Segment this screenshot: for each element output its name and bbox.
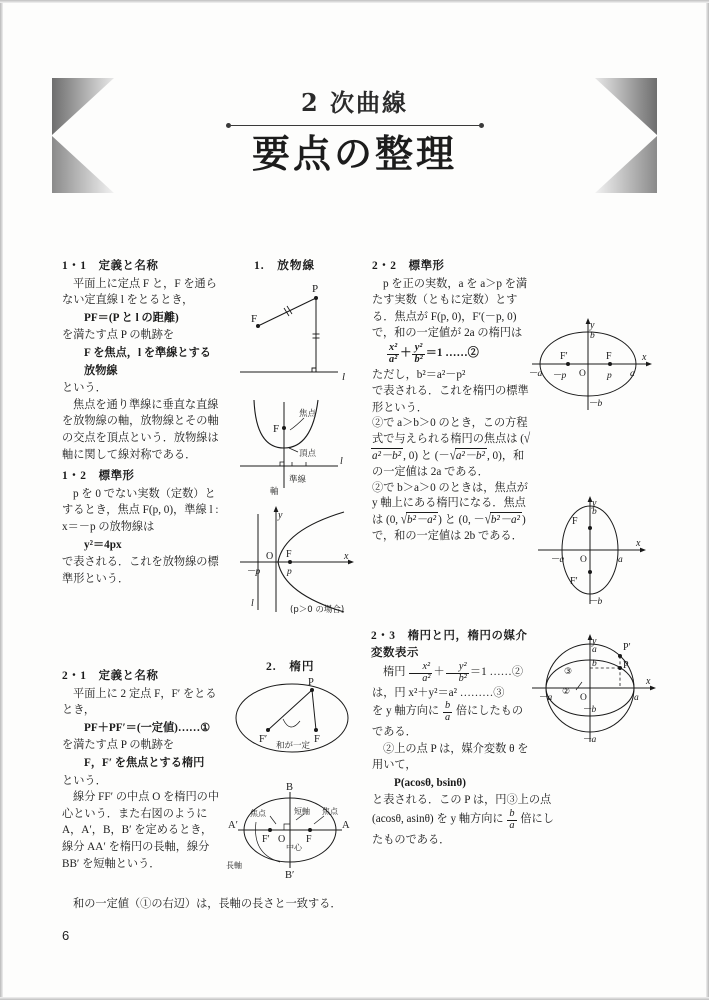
svg-text:b: b [590, 331, 595, 341]
figure-parabola-parts [226, 396, 354, 496]
right-text-column [372, 258, 532, 545]
svg-text:B: B [286, 782, 294, 793]
svg-text:x: x [344, 551, 349, 562]
svg-text:O: O [580, 693, 587, 703]
svg-text:－a: －a [528, 369, 543, 379]
paragraph-2-2-e-part1: ②で b＞a＞0 のときは，焦点が y 軸上にある楕円になる．焦点は (0, [372, 481, 528, 527]
formula-2-1-sum: PF＋PF′＝(一定値)……① [84, 721, 211, 734]
page-title-main: 要点の整理 [251, 131, 457, 177]
svg-text:F′: F′ [262, 834, 270, 845]
svg-text:y: y [278, 510, 283, 521]
heading-2-3: 2・3 楕円と円，楕円の媒介変数表示 [371, 630, 528, 659]
paragraph-2-1-d: 線分 FF′ の中点 O を楕円の中心という．また右図のように A，A′，B，B′ を定めるとき，線分 AA′ を楕円の長軸，線分 BB′ を短軸という． [62, 791, 220, 870]
paragraph-2-1-a: 平面上に 2 定点 F，F′ をとるとき， [62, 687, 217, 717]
svg-text:P: P [308, 677, 314, 688]
svg-text:a: a [630, 369, 635, 379]
paragraph-2-3-a-pre: 楕円 [383, 666, 409, 679]
svg-text:中心: 中心 [286, 843, 302, 852]
svg-text:準線: 準線 [289, 475, 307, 485]
paragraph-2-3-c-post: 倍にしたものである． [372, 705, 524, 738]
svg-text:頂点: 頂点 [299, 449, 317, 459]
svg-text:A: A [342, 820, 350, 831]
fraction-x-over-a: $\frac{\text{x²}}{\text{a²}}$ [389, 341, 398, 365]
svg-text:焦点: 焦点 [250, 809, 266, 818]
svg-text:a: a [618, 555, 623, 565]
svg-text:－b: －b [582, 705, 597, 715]
svg-text:l: l [342, 371, 346, 383]
svg-text:b: b [592, 507, 597, 517]
paragraph-2-1-b: を満たす点 P の軌跡を [62, 739, 175, 752]
paragraph-2-3-e-post: 倍にしたものである． [372, 813, 554, 846]
right-text-column-lower [371, 628, 554, 848]
paragraph-1-1-a: 平面上に定点 F と，F を通らない定直線 l をとるとき， [62, 277, 217, 307]
radicand-b2-minus-a2-2: b²－a² [490, 512, 522, 529]
svg-text:O: O [579, 369, 586, 379]
paragraph-2-2-d-part3: , 0)，和の一定値は 2a である． [372, 449, 525, 478]
svg-text:－b: －b [588, 399, 603, 409]
paragraph-1-2-b: で表される．これを放物線の標準形という． [62, 556, 219, 585]
radicand-a2-minus-b2-1: a²－b² [371, 448, 403, 465]
svg-text:軸: 軸 [270, 487, 279, 496]
heading-2-1: 2・1 定義と名称 [62, 670, 159, 682]
paragraph-1-1-d: 焦点を通り準線に垂直な直線を放物線の軸，放物線とその軸の交点を頂点という．放物線は軸に関して線対称である． [62, 398, 219, 461]
svg-text:x: x [636, 538, 641, 549]
heading-2-2: 2・2 標準形 [372, 260, 445, 272]
svg-text:p: p [607, 371, 612, 381]
svg-text:－a: －a [538, 693, 553, 703]
paragraph-2-3-a-tail: ＝1 ……② [469, 666, 524, 679]
paragraph-2-3-e [372, 792, 558, 848]
svg-text:F: F [314, 734, 320, 745]
svg-text:②: ② [562, 687, 571, 697]
figure-ellipse-parts [226, 776, 360, 882]
paragraph-2-2-b: ただし，b²＝a²－p² [372, 368, 466, 381]
formula-2-2-ellipse-standard: $\frac{\text{x²}}{\text{a²}}$ ＋ $\frac{\text{y²}}{\text{b²}}$ ＝1 ……② [389, 341, 479, 365]
svg-text:F′: F′ [259, 734, 268, 745]
svg-text:y: y [592, 498, 597, 509]
svg-text:－p: －p [246, 567, 261, 577]
svg-text:x: x [642, 352, 647, 363]
fraction-y-over-b-2: $\frac{\text{y²}}{\text{b²}}$ [446, 662, 469, 685]
page-title-small: 2 次曲線 [300, 88, 409, 117]
svg-text:③: ③ [564, 667, 573, 677]
svg-text:焦点: 焦点 [322, 807, 338, 816]
fraction-y-over-b: $\frac{\text{y²}}{\text{b²}}$ [414, 341, 423, 365]
header-banner [52, 78, 657, 193]
svg-text:l: l [251, 598, 254, 609]
svg-text:P: P [623, 660, 629, 671]
figure-parabola-standard-form [226, 500, 362, 616]
figure-ellipse-and-circle [524, 630, 664, 746]
svg-text:x: x [646, 676, 651, 687]
svg-text:b: b [592, 659, 597, 669]
svg-text:A′: A′ [228, 820, 238, 831]
page-edge-top [0, 0, 709, 3]
title-divider-rule [226, 121, 484, 131]
formula-2-3-param: P(acosθ, bsinθ) [394, 776, 466, 789]
svg-text:y: y [592, 636, 597, 647]
heading-1-1: 1・1 定義と名称 [62, 260, 159, 272]
svg-text:短軸: 短軸 [294, 807, 310, 816]
page-edge-left [0, 0, 3, 1000]
svg-text:F′: F′ [570, 576, 578, 587]
svg-text:p: p [287, 567, 292, 577]
paragraph-1-1-b: を満たす点 P の軌跡を [62, 329, 175, 342]
svg-text:F: F [306, 834, 312, 845]
svg-text:－a: －a [550, 555, 565, 565]
svg-text:－p: －p [552, 371, 567, 381]
svg-text:F: F [572, 516, 578, 527]
paragraph-2-3-c-pre: を y 軸方向に [372, 705, 442, 718]
svg-text:P: P [312, 283, 319, 295]
paragraph-2-2-a: p を正の実数，a を a＞p を満たす実数（ともに定数）とする．焦点が F(p, 0)，F′(－p, 0) で，和の一定値が 2a の楕円は [372, 277, 528, 340]
paragraph-2-2-d: ②で a＞b＞0 のとき，この方程式で与えられる楕円の焦点は (√a²－b² , 0) と (－√a²－b² , 0)，和の一定値は 2a である． [372, 417, 531, 478]
svg-text:P′: P′ [623, 642, 631, 653]
section-heading-parabola: 1. 放物線 [254, 259, 316, 272]
figure-ellipse-foci-y-axis [530, 492, 652, 610]
section-heading-ellipse: 2. 楕円 [266, 660, 315, 673]
paragraph-2-3-e-pre: と表される．この P は，円③上の点 (acosθ, asinθ) を y 軸方向に [372, 794, 552, 826]
paragraph-1-1-c: という． [62, 382, 107, 395]
paragraph-2-3-c [372, 701, 532, 740]
svg-text:－b: －b [588, 597, 603, 607]
figure-ellipse-foci-x-axis [524, 312, 660, 416]
paragraph-2-2-c: で表される．これを楕円の標準形という． [372, 385, 529, 414]
left-text-column-lower [62, 668, 222, 872]
figure-ellipse-definition [228, 672, 358, 762]
svg-text:a: a [592, 645, 597, 655]
svg-text:焦点: 焦点 [299, 409, 317, 419]
fraction-b-over-a-1: $\frac{b}{a}$ [444, 700, 451, 724]
svg-text:和が一定: 和が一定 [276, 741, 311, 751]
paragraph-1-2-a: p を 0 でない実数（定数）とするとき，焦点 F(p, 0)，準線 l : x＝－p の放物線は [62, 487, 219, 533]
svg-text:O: O [580, 555, 587, 565]
radicand-b2-minus-a2-1: b²－a² [406, 512, 438, 529]
svg-text:F: F [286, 549, 292, 560]
figure-parabola-definition [226, 276, 354, 388]
radicand-a2-minus-b2-2: a²－b² [455, 448, 487, 465]
svg-text:O: O [266, 551, 274, 562]
fraction-x-over-a-2: $\frac{\text{x²}}{\text{a²}}$ [409, 662, 432, 685]
fraction-b-over-a-2: $\frac{b}{a}$ [509, 807, 515, 831]
banner-titles [52, 78, 657, 176]
formula-1-2-standard: y²＝4px [84, 538, 122, 551]
heading-1-2: 1・2 標準形 [62, 470, 135, 483]
paragraph-2-1-c: という． [62, 774, 107, 787]
paragraph-2-2-d-part2: , 0) と (－ [403, 449, 450, 462]
closing-sentence: 和の一定値（①の右辺）は，長軸の長さと一致する． [73, 898, 342, 910]
svg-text:l: l [340, 456, 343, 467]
svg-text:a: a [634, 693, 639, 703]
formula-1-1-focus-directrix: F を焦点，l を準線とする [84, 346, 211, 359]
svg-text:O: O [278, 834, 286, 845]
svg-text:F: F [606, 351, 612, 362]
svg-text:y: y [590, 320, 595, 331]
paragraph-2-3-a: 楕円 $\frac{\text{x²}}{\text{a²}}$ ＋ $\frac{\text{y²}}{\text{b²}}$ ＝1 ……② [383, 661, 524, 684]
formula-1-1-parabola-word: 放物線 [84, 364, 118, 377]
left-text-column [62, 258, 222, 587]
svg-text:F′: F′ [560, 351, 568, 362]
svg-text:F: F [273, 423, 280, 435]
paragraph-2-3-b: は，円 x²＋y²＝a² ………③ [372, 686, 505, 699]
paragraph-2-3-d: ②上の点 P は，媒介変数 θ を用いて， [372, 742, 529, 772]
formula-2-1-ellipse-word: F，F′ を焦点とする楕円 [84, 756, 205, 769]
formula-2-2-tail: ＝1 ……② [425, 347, 479, 360]
page-number: 6 [62, 928, 70, 943]
paragraph-2-2-e: ②で b＞a＞0 のときは，焦点が y 軸上にある楕円になる．焦点は (0, √b²－a² ) と (0, －√b²－a² ) で，和の一定値は 2b である． [372, 481, 528, 542]
svg-text:B′: B′ [285, 870, 295, 881]
paragraph-2-2-d-part1: ②で a＞b＞0 のとき，この方程式で与えられる楕円の焦点は ( [372, 417, 528, 446]
formula-1-1-pf: PF＝(P と l の距離) [84, 311, 179, 324]
paragraph-2-2-e-part2: ) と (0, － [438, 514, 485, 527]
svg-text:－a: －a [582, 735, 597, 745]
paragraph-2-2-e-part3: ) で，和の一定値は 2b である． [372, 514, 526, 542]
svg-text:長軸: 長軸 [226, 861, 242, 870]
svg-text:F: F [251, 313, 258, 325]
svg-text:(p＞0 の場合): (p＞0 の場合) [290, 605, 345, 615]
